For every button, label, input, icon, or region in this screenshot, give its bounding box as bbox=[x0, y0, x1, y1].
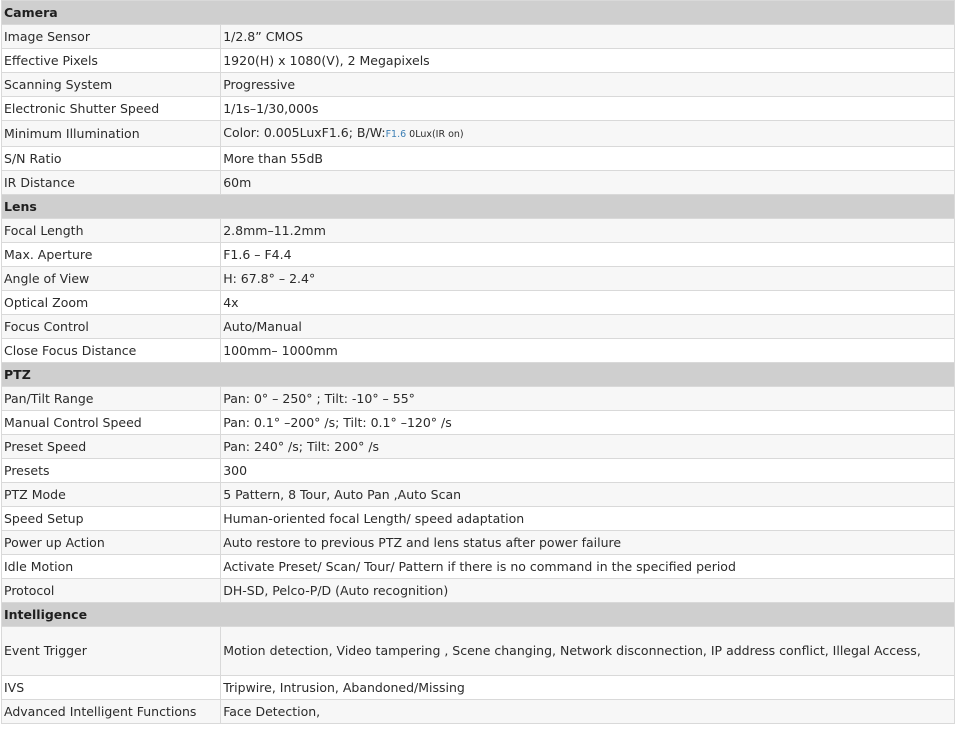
spec-row bbox=[2, 627, 955, 676]
spec-value-text: Auto restore to previous PTZ and lens status after power failure bbox=[223, 535, 622, 550]
spec-value bbox=[221, 676, 955, 700]
spec-value-text: Auto/Manual bbox=[223, 319, 302, 334]
spec-row bbox=[2, 291, 955, 315]
spec-value bbox=[221, 49, 955, 73]
section-header-camera bbox=[2, 1, 955, 25]
spec-value-text: Pan: 0° – 250° ; Tilt: -10° – 55° bbox=[223, 391, 415, 406]
spec-label: Image Sensor bbox=[2, 25, 221, 49]
spec-row bbox=[2, 243, 955, 267]
spec-value bbox=[221, 387, 955, 411]
spec-label: Pan/Tilt Range bbox=[2, 387, 221, 411]
spec-label: Presets bbox=[2, 459, 221, 483]
spec-label: Advanced Intelligent Functions bbox=[2, 700, 221, 724]
spec-row bbox=[2, 73, 955, 97]
spec-value bbox=[221, 579, 955, 603]
spec-value bbox=[221, 435, 955, 459]
spec-row bbox=[2, 97, 955, 121]
spec-value-text: 2.8mm–11.2mm bbox=[223, 223, 326, 238]
spec-row bbox=[2, 315, 955, 339]
spec-value-text: 4x bbox=[223, 295, 239, 310]
spec-row bbox=[2, 171, 955, 195]
spec-row bbox=[2, 147, 955, 171]
spec-value bbox=[221, 507, 955, 531]
section-header-intelligence bbox=[2, 603, 955, 627]
spec-row bbox=[2, 219, 955, 243]
spec-value-note: 0Lux(IR on) bbox=[406, 129, 464, 140]
section-header-lens bbox=[2, 195, 955, 219]
spec-table-body bbox=[2, 1, 955, 724]
spec-row bbox=[2, 267, 955, 291]
spec-label: Focus Control bbox=[2, 315, 221, 339]
spec-row bbox=[2, 49, 955, 73]
spec-label: Effective Pixels bbox=[2, 49, 221, 73]
spec-value bbox=[221, 73, 955, 97]
spec-value bbox=[221, 339, 955, 363]
spec-label: Scanning System bbox=[2, 73, 221, 97]
spec-label: Power up Action bbox=[2, 531, 221, 555]
spec-value-note-blue: F1.6 bbox=[385, 129, 407, 140]
spec-row bbox=[2, 555, 955, 579]
spec-value-text: Human-oriented focal Length/ speed adaptation bbox=[223, 511, 525, 526]
spec-label: Manual Control Speed bbox=[2, 411, 221, 435]
spec-value bbox=[221, 25, 955, 49]
spec-label: Max. Aperture bbox=[2, 243, 221, 267]
spec-value-text: Pan: 0.1° –200° /s; Tilt: 0.1° –120° /s bbox=[223, 415, 452, 430]
spec-row bbox=[2, 339, 955, 363]
spec-value-text: 1/2.8” CMOS bbox=[223, 29, 303, 44]
spec-value bbox=[221, 147, 955, 171]
spec-value-text: 300 bbox=[223, 463, 248, 478]
spec-value-text: Progressive bbox=[223, 77, 296, 92]
spec-value-text: F1.6 – F4.4 bbox=[223, 247, 292, 262]
section-title: Intelligence bbox=[2, 603, 955, 627]
spec-label: Idle Motion bbox=[2, 555, 221, 579]
spec-value-text: 100mm– 1000mm bbox=[223, 343, 338, 358]
spec-row bbox=[2, 579, 955, 603]
spec-value bbox=[221, 97, 955, 121]
spec-row bbox=[2, 531, 955, 555]
spec-value bbox=[221, 531, 955, 555]
spec-value-text: Motion detection, Video tampering , Scene changing, Network disconnection, IP address conflict, Illegal Access, bbox=[223, 643, 921, 658]
spec-label: IVS bbox=[2, 676, 221, 700]
spec-label: Optical Zoom bbox=[2, 291, 221, 315]
spec-label: Preset Speed bbox=[2, 435, 221, 459]
spec-label: Focal Length bbox=[2, 219, 221, 243]
spec-value bbox=[221, 291, 955, 315]
spec-label: Close Focus Distance bbox=[2, 339, 221, 363]
spec-value-text: 60m bbox=[223, 175, 252, 190]
spec-value-text: Color: 0.005LuxF1.6; B/W: bbox=[223, 125, 386, 140]
spec-label: Protocol bbox=[2, 579, 221, 603]
spec-value bbox=[221, 700, 955, 724]
spec-label: Angle of View bbox=[2, 267, 221, 291]
section-title: PTZ bbox=[2, 363, 955, 387]
spec-label: Minimum Illumination bbox=[2, 121, 221, 147]
spec-value bbox=[221, 219, 955, 243]
spec-row bbox=[2, 676, 955, 700]
spec-value bbox=[221, 243, 955, 267]
spec-row bbox=[2, 411, 955, 435]
spec-label: Electronic Shutter Speed bbox=[2, 97, 221, 121]
spec-value-text: More than 55dB bbox=[223, 151, 323, 166]
spec-value-text: H: 67.8° – 2.4° bbox=[223, 271, 316, 286]
spec-label: Event Trigger bbox=[2, 627, 221, 676]
spec-table bbox=[1, 0, 955, 724]
spec-row bbox=[2, 700, 955, 724]
spec-value-text: Face Detection, bbox=[223, 704, 321, 719]
spec-value-text: Activate Preset/ Scan/ Tour/ Pattern if there is no command in the specified period bbox=[223, 559, 736, 574]
spec-row bbox=[2, 387, 955, 411]
spec-label: IR Distance bbox=[2, 171, 221, 195]
spec-label: PTZ Mode bbox=[2, 483, 221, 507]
spec-value-text: DH-SD, Pelco-P/D (Auto recognition) bbox=[223, 583, 449, 598]
spec-label: Speed Setup bbox=[2, 507, 221, 531]
spec-value bbox=[221, 483, 955, 507]
spec-value bbox=[221, 411, 955, 435]
spec-row bbox=[2, 483, 955, 507]
spec-value-text: Tripwire, Intrusion, Abandoned/Missing bbox=[223, 680, 465, 695]
spec-value bbox=[221, 459, 955, 483]
spec-row bbox=[2, 435, 955, 459]
spec-value bbox=[221, 121, 955, 147]
spec-value-text: 5 Pattern, 8 Tour, Auto Pan ,Auto Scan bbox=[223, 487, 462, 502]
section-title: Lens bbox=[2, 195, 955, 219]
spec-value bbox=[221, 627, 955, 676]
spec-value bbox=[221, 555, 955, 579]
spec-value bbox=[221, 267, 955, 291]
spec-value-text: Pan: 240° /s; Tilt: 200° /s bbox=[223, 439, 380, 454]
spec-label: S/N Ratio bbox=[2, 147, 221, 171]
spec-value bbox=[221, 315, 955, 339]
spec-row bbox=[2, 459, 955, 483]
spec-value bbox=[221, 171, 955, 195]
spec-row bbox=[2, 25, 955, 49]
spec-row bbox=[2, 507, 955, 531]
spec-value-text: 1/1s–1/30,000s bbox=[223, 101, 319, 116]
spec-value-text: 1920(H) x 1080(V), 2 Megapixels bbox=[223, 53, 430, 68]
section-header-ptz bbox=[2, 363, 955, 387]
section-title: Camera bbox=[2, 1, 955, 25]
spec-row bbox=[2, 121, 955, 147]
